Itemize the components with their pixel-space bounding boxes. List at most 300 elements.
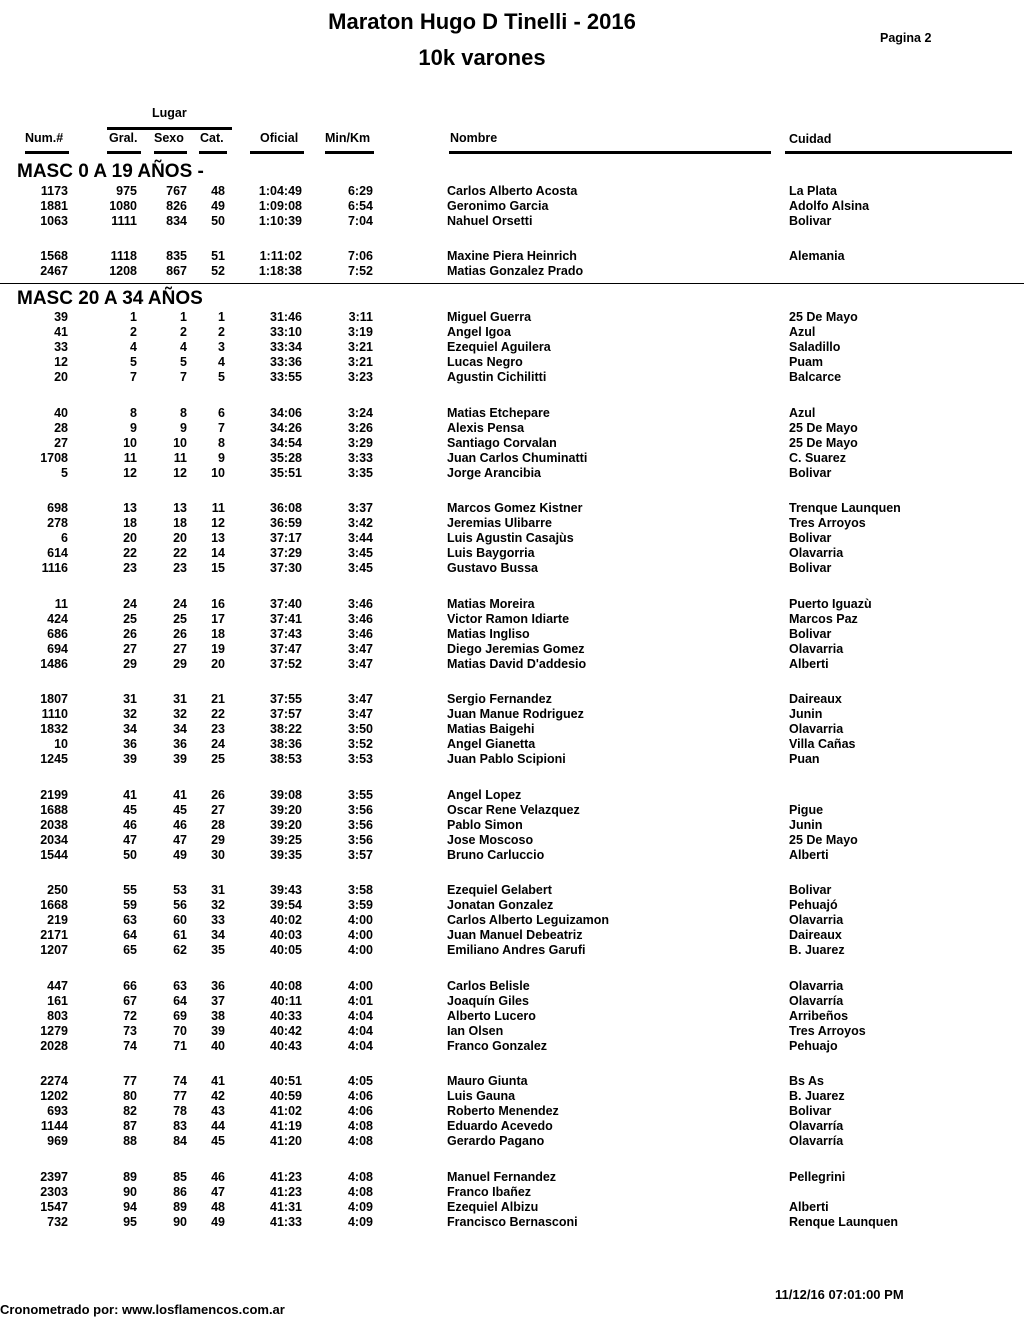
runner-city: Tres Arroyos xyxy=(789,1023,866,1038)
table-row xyxy=(0,1104,1024,1119)
place-general: 20 xyxy=(123,531,137,546)
place-category: 1 xyxy=(218,310,225,324)
place-general: 32 xyxy=(123,707,137,722)
pace-min-km: 3:46 xyxy=(347,626,373,641)
official-time: 40:33 xyxy=(270,1008,302,1023)
pace-min-km: 4:04 xyxy=(347,1023,373,1038)
place-category: 23 xyxy=(211,722,225,737)
table-row xyxy=(0,1215,1024,1230)
runner-name: Carlos Alberto Acosta xyxy=(447,184,578,198)
runner-city: Bolivar xyxy=(789,561,832,576)
table-row xyxy=(0,466,1024,481)
table-row xyxy=(0,737,1024,752)
place-category: 43 xyxy=(211,1104,225,1119)
section-divider xyxy=(0,283,1024,284)
runner-name: Matias Etchepare xyxy=(447,405,550,420)
table-row xyxy=(0,199,1024,214)
runner-name: Jeremias Ulibarre xyxy=(447,516,552,531)
runner-name: Angel Lopez xyxy=(447,787,522,802)
place-category: 33 xyxy=(211,913,225,928)
table-row xyxy=(0,1039,1024,1054)
table-row xyxy=(0,627,1024,642)
place-general: 80 xyxy=(123,1089,137,1104)
runner-city: Pehuajo xyxy=(789,1038,838,1053)
place-gender: 62 xyxy=(173,943,187,958)
pace-min-km: 4:00 xyxy=(347,943,373,958)
place-general: 59 xyxy=(123,898,137,913)
official-time: 37:40 xyxy=(270,596,302,611)
place-category: 22 xyxy=(211,707,225,722)
official-time: 39:20 xyxy=(270,817,302,832)
runner-name: Bruno Carluccio xyxy=(447,847,545,862)
place-category: 38 xyxy=(211,1008,225,1023)
place-category: 41 xyxy=(211,1074,225,1088)
place-gender: 2 xyxy=(180,325,187,340)
place-gender: 23 xyxy=(173,561,187,576)
runner-name: Oscar Rene Velazquez xyxy=(447,802,580,817)
official-time: 41:20 xyxy=(270,1134,302,1149)
place-gender: 20 xyxy=(173,531,187,546)
pace-min-km: 3:24 xyxy=(347,405,373,420)
official-time: 38:36 xyxy=(270,737,302,752)
table-row xyxy=(0,848,1024,863)
column-group-lugar: Lugar xyxy=(152,106,187,120)
runner-name: Jose Moscoso xyxy=(447,832,534,847)
place-gender: 8 xyxy=(180,405,187,420)
place-gender: 78 xyxy=(173,1104,187,1119)
runner-name: Alexis Pensa xyxy=(447,420,525,435)
place-gender: 4 xyxy=(180,340,187,355)
pace-min-km: 4:00 xyxy=(347,913,373,928)
runner-name: Ezequiel Albizu xyxy=(447,1199,539,1214)
runner-name: Franco Ibañez xyxy=(447,1184,532,1199)
runner-city: Marcos Paz xyxy=(789,611,858,626)
official-time: 40:11 xyxy=(270,993,302,1008)
place-gender: 41 xyxy=(173,787,187,802)
runner-number: 2303 xyxy=(40,1184,68,1199)
place-gender: 10 xyxy=(173,435,187,450)
table-row xyxy=(0,451,1024,466)
runner-number: 5 xyxy=(61,465,68,480)
table-row xyxy=(0,943,1024,958)
page-subtitle: 10k varones xyxy=(418,45,546,70)
place-category: 17 xyxy=(211,611,225,626)
official-time: 37:57 xyxy=(270,707,302,722)
pace-min-km: 3:47 xyxy=(347,641,373,656)
runner-name: Eduardo Acevedo xyxy=(447,1119,553,1134)
runner-city: 25 De Mayo xyxy=(789,832,858,847)
runner-number: 698 xyxy=(47,501,68,515)
column-header-gral: Gral. xyxy=(109,131,138,145)
timing-credit: Cronometrado por: www.losflamencos.com.ar xyxy=(0,1302,285,1317)
runner-number: 2038 xyxy=(40,817,68,832)
place-general: 87 xyxy=(123,1119,137,1134)
table-row xyxy=(0,421,1024,436)
official-time: 41:23 xyxy=(270,1169,302,1184)
runner-name: Juan Manue Rodriguez xyxy=(447,707,584,722)
place-gender: 767 xyxy=(166,184,187,198)
runner-number: 1688 xyxy=(40,802,68,817)
runner-number: 278 xyxy=(47,516,68,531)
official-time: 40:08 xyxy=(270,978,302,993)
place-category: 20 xyxy=(211,656,225,671)
official-time: 36:08 xyxy=(270,501,302,515)
runner-city: Pehuajó xyxy=(789,898,838,913)
table-row xyxy=(0,913,1024,928)
runner-name: Juan Pablo Scipioni xyxy=(447,752,566,767)
place-general: 50 xyxy=(123,847,137,862)
place-general: 55 xyxy=(123,883,137,897)
place-category: 28 xyxy=(211,817,225,832)
place-general: 41 xyxy=(123,787,137,802)
runner-name: Gustavo Bussa xyxy=(447,561,539,576)
table-row xyxy=(0,501,1024,516)
runner-city: Bolivar xyxy=(789,883,832,897)
runner-name: Juan Manuel Debeatriz xyxy=(447,928,583,943)
runner-city: Azul xyxy=(789,325,816,340)
place-gender: 84 xyxy=(173,1134,187,1149)
pace-min-km: 3:46 xyxy=(347,596,373,611)
gral-underline xyxy=(107,151,141,154)
official-time: 39:35 xyxy=(270,847,302,862)
pace-min-km: 4:05 xyxy=(347,1074,373,1088)
place-category: 50 xyxy=(211,214,225,229)
place-category: 29 xyxy=(211,832,225,847)
pace-min-km: 3:21 xyxy=(347,355,373,370)
table-row xyxy=(0,928,1024,943)
place-general: 47 xyxy=(123,832,137,847)
place-general: 1 xyxy=(130,310,137,324)
runner-number: 20 xyxy=(54,370,68,385)
place-category: 8 xyxy=(218,435,225,450)
runner-city: Olavarria xyxy=(789,913,844,928)
table-row xyxy=(0,1119,1024,1134)
runner-name: Diego Jeremias Gomez xyxy=(447,641,585,656)
runner-name: Angel Igoa xyxy=(447,325,511,340)
place-category: 12 xyxy=(211,516,225,531)
place-general: 90 xyxy=(123,1184,137,1199)
runner-city: Pellegrini xyxy=(789,1169,846,1184)
runner-number: 1881 xyxy=(40,199,68,214)
num-underline xyxy=(25,151,69,154)
official-time: 1:09:08 xyxy=(258,199,302,214)
runner-city: Daireaux xyxy=(789,928,842,943)
table-row xyxy=(0,707,1024,722)
pace-min-km: 4:04 xyxy=(347,1008,373,1023)
pace-min-km: 7:04 xyxy=(347,214,373,229)
official-time: 33:36 xyxy=(270,355,302,370)
place-category: 14 xyxy=(211,546,225,561)
place-general: 89 xyxy=(123,1169,137,1184)
runner-number: 12 xyxy=(54,355,68,370)
runner-number: 447 xyxy=(47,978,68,993)
place-category: 19 xyxy=(211,641,225,656)
report-timestamp: 11/12/16 07:01:00 PM xyxy=(775,1287,904,1302)
table-row xyxy=(0,1009,1024,1024)
place-general: 77 xyxy=(123,1074,137,1088)
pace-min-km: 3:58 xyxy=(347,883,373,897)
column-header-sexo: Sexo xyxy=(154,131,184,145)
place-gender: 86 xyxy=(173,1184,187,1199)
runner-number: 2171 xyxy=(40,928,68,943)
runner-city: Olavarria xyxy=(789,978,844,993)
table-row xyxy=(0,340,1024,355)
runner-city: Bolivar xyxy=(789,1104,832,1119)
pace-min-km: 3:56 xyxy=(347,802,373,817)
runner-number: 10 xyxy=(54,737,68,752)
pace-min-km: 3:47 xyxy=(347,692,373,706)
runner-name: Jonatan Gonzalez xyxy=(447,898,554,913)
table-row xyxy=(0,1134,1024,1149)
pace-min-km: 4:09 xyxy=(347,1199,373,1214)
official-time: 35:28 xyxy=(270,450,302,465)
runner-name: Luis Agustin Casajùs xyxy=(447,531,574,546)
place-category: 26 xyxy=(211,787,225,802)
runner-city: C. Suarez xyxy=(789,450,846,465)
table-row xyxy=(0,516,1024,531)
place-general: 5 xyxy=(130,355,137,370)
runner-city: Olavarría xyxy=(789,1134,844,1149)
runner-name: Emiliano Andres Garufi xyxy=(447,943,586,958)
table-row xyxy=(0,436,1024,451)
runner-number: 41 xyxy=(54,325,68,340)
official-time: 33:10 xyxy=(270,325,302,340)
table-row xyxy=(0,406,1024,421)
place-category: 49 xyxy=(211,199,225,214)
pace-min-km: 4:06 xyxy=(347,1104,373,1119)
official-time: 33:55 xyxy=(270,370,302,385)
pace-min-km: 3:11 xyxy=(348,310,373,324)
official-time: 39:43 xyxy=(270,883,302,897)
place-category: 39 xyxy=(211,1023,225,1038)
place-category: 15 xyxy=(211,561,225,576)
runner-number: 11 xyxy=(54,596,68,611)
place-gender: 45 xyxy=(173,802,187,817)
place-gender: 77 xyxy=(173,1089,187,1104)
place-gender: 60 xyxy=(173,913,187,928)
place-gender: 27 xyxy=(173,641,187,656)
runner-number: 39 xyxy=(54,310,68,324)
place-general: 88 xyxy=(123,1134,137,1149)
pace-min-km: 3:44 xyxy=(347,531,373,546)
table-row xyxy=(0,1024,1024,1039)
runner-number: 686 xyxy=(47,626,68,641)
place-category: 5 xyxy=(218,370,225,385)
official-time: 41:02 xyxy=(270,1104,302,1119)
place-gender: 31 xyxy=(173,692,187,706)
official-time: 39:25 xyxy=(270,832,302,847)
place-general: 45 xyxy=(123,802,137,817)
place-category: 45 xyxy=(211,1134,225,1149)
place-category: 4 xyxy=(218,355,225,370)
runner-number: 969 xyxy=(47,1134,68,1149)
pace-min-km: 4:01 xyxy=(347,993,373,1008)
runner-name: Manuel Fernandez xyxy=(447,1169,557,1184)
place-category: 9 xyxy=(218,450,225,465)
official-time: 41:31 xyxy=(270,1199,302,1214)
pace-min-km: 4:06 xyxy=(347,1089,373,1104)
place-gender: 56 xyxy=(173,898,187,913)
place-category: 31 xyxy=(211,883,225,897)
pace-min-km: 4:00 xyxy=(347,928,373,943)
place-general: 31 xyxy=(123,692,137,706)
official-time: 40:59 xyxy=(270,1089,302,1104)
place-gender: 36 xyxy=(173,737,187,752)
runner-number: 1110 xyxy=(41,707,68,722)
runner-number: 803 xyxy=(47,1008,68,1023)
runner-name: Carlos Belisle xyxy=(447,978,530,993)
runner-city: Junin xyxy=(789,707,823,722)
runner-name: Victor Ramon Idiarte xyxy=(447,611,570,626)
runner-number: 1116 xyxy=(41,561,68,576)
runner-number: 2034 xyxy=(40,832,68,847)
table-row xyxy=(0,546,1024,561)
place-category: 10 xyxy=(211,465,225,480)
place-category: 11 xyxy=(211,501,225,515)
runner-number: 161 xyxy=(47,993,68,1008)
runner-city: Bs As xyxy=(789,1074,824,1088)
runner-city: Saladillo xyxy=(789,340,841,355)
table-row xyxy=(0,264,1024,279)
runner-city: Alberti xyxy=(789,656,829,671)
official-time: 34:54 xyxy=(270,435,302,450)
pace-min-km: 3:42 xyxy=(347,516,373,531)
place-general: 34 xyxy=(123,722,137,737)
official-time: 39:54 xyxy=(270,898,302,913)
table-row xyxy=(0,355,1024,370)
pace-min-km: 3:33 xyxy=(347,450,373,465)
official-time: 37:29 xyxy=(270,546,302,561)
place-general: 9 xyxy=(130,420,137,435)
runner-city: 25 De Mayo xyxy=(789,310,858,324)
place-gender: 835 xyxy=(166,249,187,264)
official-time: 1:11:02 xyxy=(259,249,302,264)
place-general: 7 xyxy=(130,370,137,385)
official-time: 1:04:49 xyxy=(258,184,302,198)
runner-city: Junin xyxy=(789,817,823,832)
runner-city: Balcarce xyxy=(789,370,842,385)
runner-number: 33 xyxy=(54,340,68,355)
place-gender: 46 xyxy=(173,817,187,832)
pace-min-km: 3:23 xyxy=(347,370,373,385)
place-general: 975 xyxy=(116,184,137,198)
place-gender: 12 xyxy=(173,465,187,480)
runner-number: 1279 xyxy=(40,1023,68,1038)
place-gender: 11 xyxy=(173,450,187,465)
runner-number: 1245 xyxy=(40,752,68,767)
place-gender: 53 xyxy=(173,883,187,897)
place-category: 3 xyxy=(218,340,225,355)
table-row xyxy=(0,531,1024,546)
pace-min-km: 6:54 xyxy=(347,199,373,214)
runner-city: Olavarria xyxy=(789,722,844,737)
place-category: 40 xyxy=(211,1038,225,1053)
place-general: 46 xyxy=(123,817,137,832)
place-gender: 13 xyxy=(173,501,187,515)
runner-name: Maxine Piera Heinrich xyxy=(447,249,577,264)
place-general: 25 xyxy=(123,611,137,626)
place-gender: 34 xyxy=(173,722,187,737)
pace-min-km: 4:08 xyxy=(347,1169,373,1184)
column-header-oficial: Oficial xyxy=(260,131,299,145)
table-row xyxy=(0,561,1024,576)
runner-number: 1807 xyxy=(40,692,68,706)
place-gender: 61 xyxy=(173,928,187,943)
pace-min-km: 3:19 xyxy=(347,325,373,340)
runner-number: 6 xyxy=(61,531,68,546)
runner-number: 2199 xyxy=(40,787,68,802)
runner-city: Bolivar xyxy=(789,465,832,480)
place-gender: 18 xyxy=(173,516,187,531)
pace-min-km: 3:45 xyxy=(347,561,373,576)
place-category: 34 xyxy=(211,928,225,943)
place-gender: 89 xyxy=(173,1199,187,1214)
place-general: 36 xyxy=(123,737,137,752)
place-gender: 1 xyxy=(180,310,187,324)
pace-min-km: 3:56 xyxy=(347,832,373,847)
runner-name: Carlos Alberto Leguizamon xyxy=(447,913,610,928)
table-row xyxy=(0,752,1024,767)
table-row xyxy=(0,310,1024,325)
pace-min-km: 4:08 xyxy=(347,1184,373,1199)
runner-city: Adolfo Alsina xyxy=(789,199,870,214)
table-row xyxy=(0,325,1024,340)
runner-city: Renque Launquen xyxy=(789,1214,899,1229)
place-gender: 867 xyxy=(166,264,187,279)
column-header-num: Num.# xyxy=(25,131,64,145)
official-time: 41:33 xyxy=(270,1214,302,1229)
place-category: 21 xyxy=(211,692,225,706)
place-general: 67 xyxy=(123,993,137,1008)
table-row xyxy=(0,1074,1024,1089)
official-time: 34:26 xyxy=(270,420,302,435)
nombre-underline xyxy=(449,151,771,154)
place-category: 35 xyxy=(211,943,225,958)
runner-number: 2397 xyxy=(40,1169,68,1184)
official-time: 41:23 xyxy=(270,1184,302,1199)
place-gender: 29 xyxy=(173,656,187,671)
place-gender: 32 xyxy=(173,707,187,722)
runner-number: 424 xyxy=(47,611,68,626)
runner-number: 1668 xyxy=(40,898,68,913)
place-gender: 7 xyxy=(180,370,187,385)
column-header-nombre: Nombre xyxy=(450,131,498,145)
runner-city: 25 De Mayo xyxy=(789,420,858,435)
runner-number: 28 xyxy=(54,420,68,435)
place-category: 51 xyxy=(211,249,225,264)
table-row xyxy=(0,979,1024,994)
official-time: 40:42 xyxy=(270,1023,302,1038)
runner-city: Olavarria xyxy=(789,641,844,656)
runner-name: Juan Carlos Chuminatti xyxy=(447,450,588,465)
runner-name: Lucas Negro xyxy=(447,355,523,370)
pace-min-km: 3:47 xyxy=(347,656,373,671)
pace-min-km: 3:53 xyxy=(347,752,373,767)
runner-city: Bolivar xyxy=(789,531,832,546)
pace-min-km: 3:47 xyxy=(347,707,373,722)
runner-city: Tres Arroyos xyxy=(789,516,866,531)
pace-min-km: 3:57 xyxy=(347,847,373,862)
place-category: 52 xyxy=(211,264,225,279)
official-time: 40:43 xyxy=(270,1038,302,1053)
place-general: 1080 xyxy=(109,199,137,214)
runner-name: Joaquín Giles xyxy=(447,993,529,1008)
place-category: 7 xyxy=(218,420,225,435)
official-time: 40:02 xyxy=(270,913,302,928)
table-row xyxy=(0,214,1024,229)
place-category: 13 xyxy=(211,531,225,546)
runner-city: Olavarría xyxy=(789,993,844,1008)
